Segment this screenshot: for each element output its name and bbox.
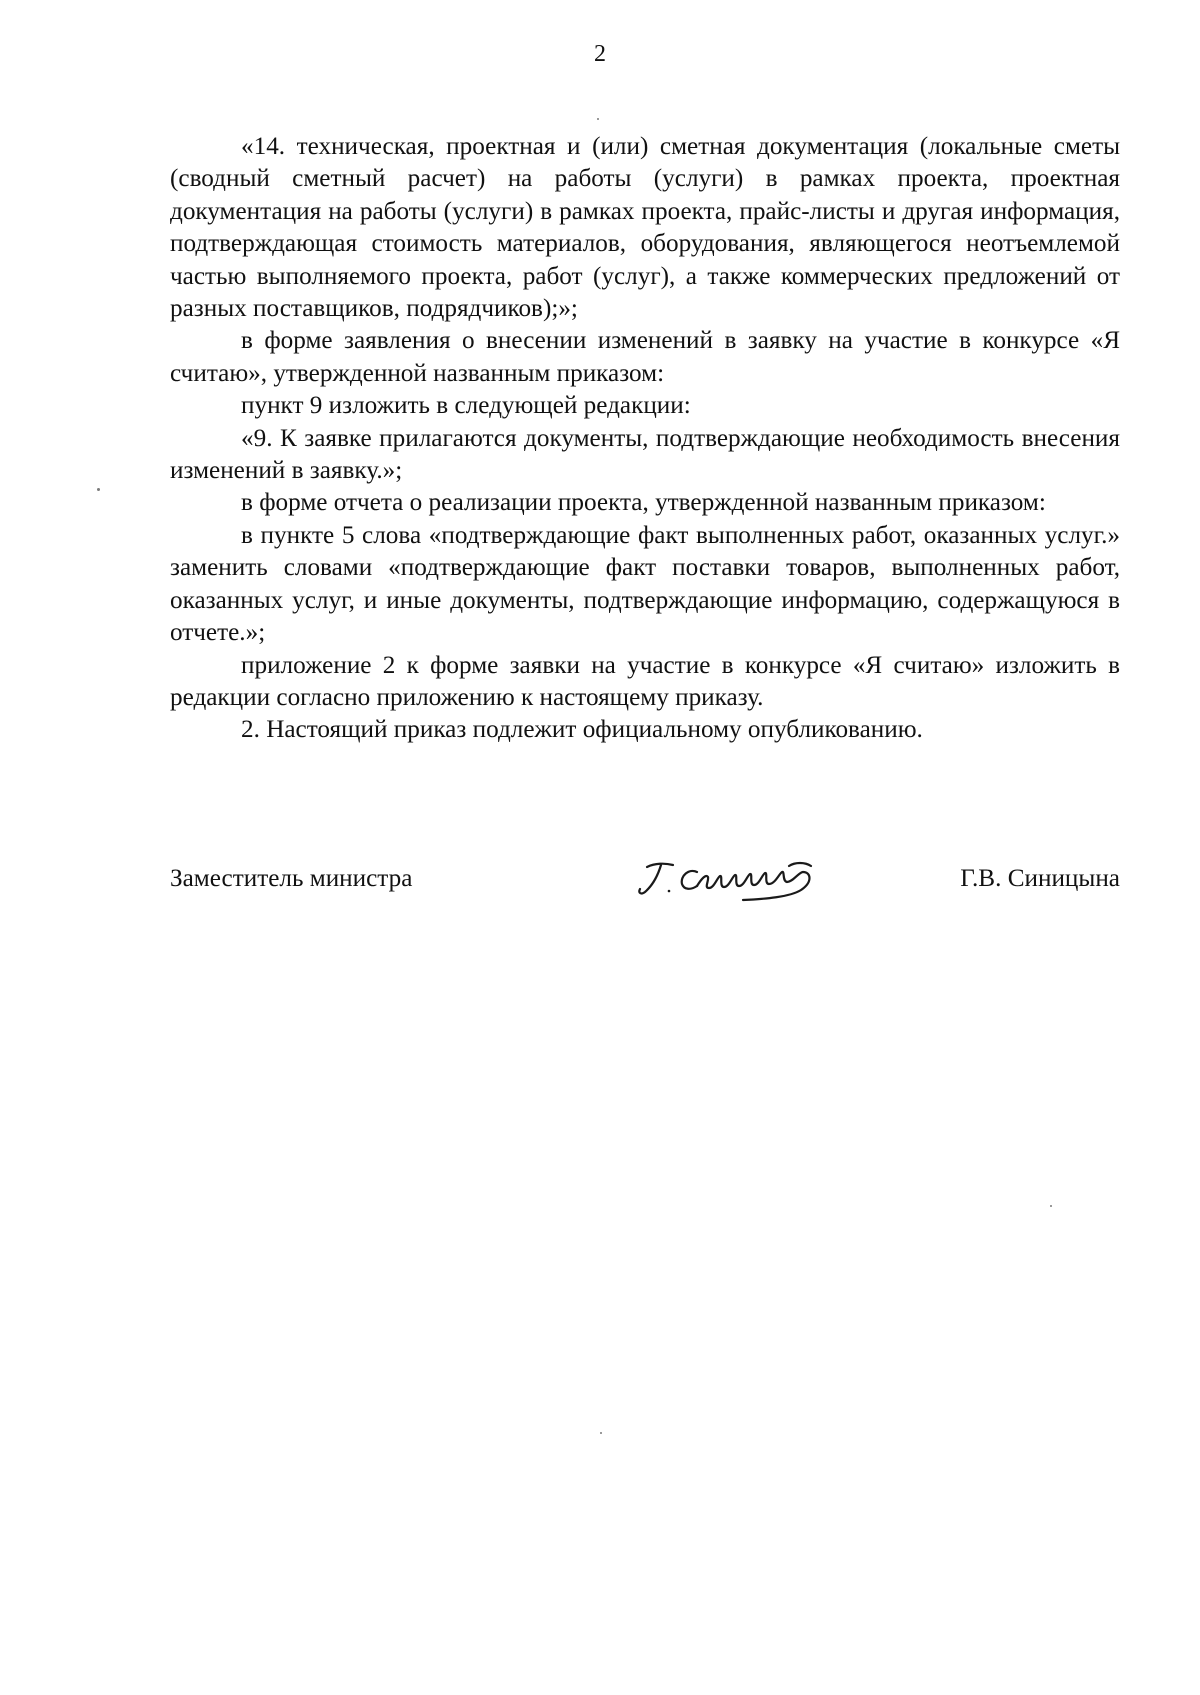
paragraph-point-5: в пункте 5 слова «подтверждающие факт выполненных работ, оказанных услуг.» заменить словами «подтверждающие факт поставки товаров, выполненных работ, оказанных услуг, и иные документы, подтверждающие информацию, содержащуюся в отчете.»;: [170, 521, 1120, 647]
paragraph-report-form: в форме отчета о реализации проекта, утвержденной названным приказом:: [241, 489, 1046, 517]
document-body: [170, 131, 1120, 747]
handwritten-signature: [625, 850, 845, 910]
scan-speck: [97, 488, 100, 491]
paragraph-appendix-2: приложение 2 к форме заявки на участие в конкурсе «Я считаю» изложить в редакции согласно приложению к настоящему приказу.: [170, 651, 1120, 711]
signatory-title: Заместитель министра: [170, 865, 413, 892]
signature-block: [170, 850, 1120, 910]
paragraph-point-9-text: «9. К заявке прилагаются документы, подтверждающие необходимость внесения изменений в заявку.»;: [170, 424, 1120, 485]
signatory-name: Г.В. Синицына: [960, 865, 1120, 892]
page-number: 2: [594, 41, 606, 67]
scan-speck: [600, 1432, 602, 1434]
paragraph-application-change-form: в форме заявления о внесении изменений в заявку на участие в конкурсе «Я считаю», утвержденной названным приказом:: [170, 327, 1120, 387]
paragraph-point-9: пункт 9 изложить в следующей редакции:: [241, 392, 691, 420]
scan-speck: [1050, 1205, 1052, 1207]
scan-speck: [597, 118, 599, 120]
paragraph-publication: 2. Настоящий приказ подлежит официальному опубликованию.: [241, 716, 923, 744]
paragraph-item-14: «14. техническая, проектная и (или) сметная документация (локальные сметы (сводный сметный расчет) на работы (услуги) в рамках проекта, проектная документация на работы (услуги) в рамках проекта, прайс-листы и другая информация, подтверждающая стоимость материалов, оборудования, являющегося неотъемлемой частью выполняемого проекта, работ (услуг), а также коммерческих предложений от разных поставщиков, подрядчиков);»;: [170, 133, 1120, 323]
